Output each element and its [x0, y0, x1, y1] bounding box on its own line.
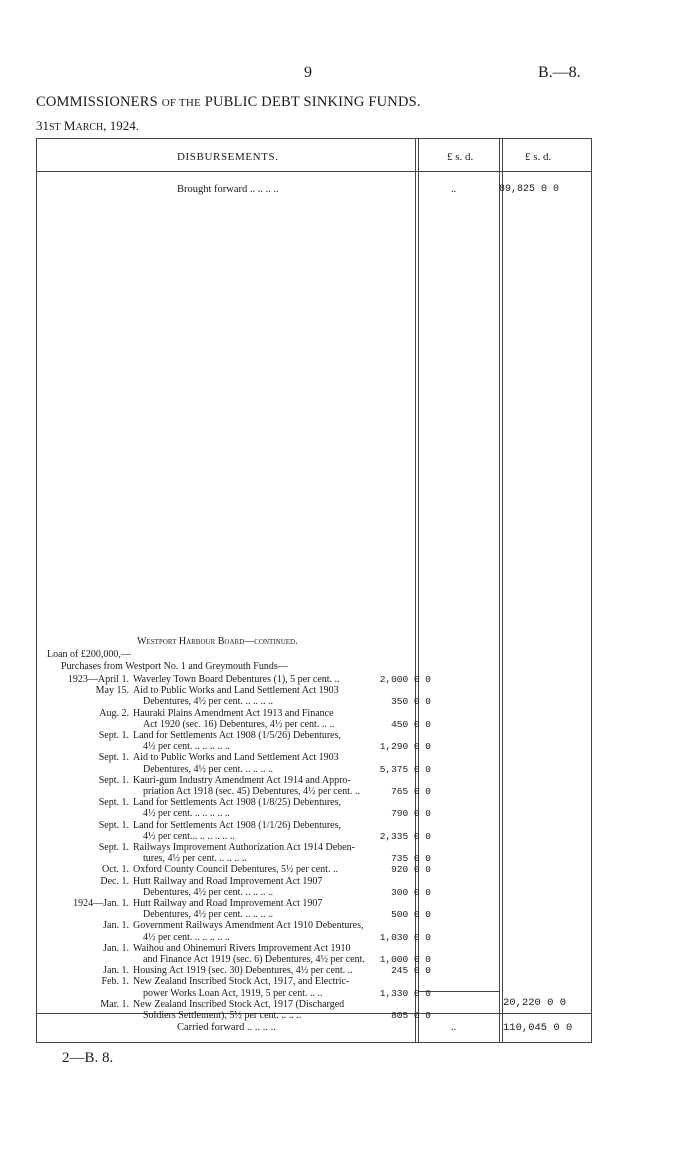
list-item [37, 842, 591, 864]
entry-line: Debentures, 4½ per cent. .. .. .. .. [143, 886, 273, 898]
entry-line: power Works Loan Act, 1919, 5 per cent. .. .. [143, 987, 323, 999]
entry-amount: 300 0 0 [391, 886, 431, 898]
list-item [37, 876, 591, 898]
carried-forward-dots: .. [451, 1022, 457, 1033]
carried-forward-label: Carried forward .. .. .. .. [177, 1022, 276, 1033]
list-item [37, 943, 591, 965]
title-part-small: OF THE [161, 97, 201, 109]
entry-date: 1924—Jan. 1. [73, 898, 129, 910]
entry-amount: 1,000 0 0 [379, 954, 431, 966]
disbursements-table [36, 138, 592, 1043]
entry-date: Sept. 1. [98, 842, 129, 854]
header-rule [37, 171, 591, 172]
entry-line: Housing Act 1919 (sec. 30) Debentures, 4½ per cent. .. [133, 965, 353, 977]
purchases-heading: Purchases from Westport No. 1 and Greymouth Funds— [61, 661, 288, 672]
entry-line: Soldiers Settlement), 5½ per cent. .. .. .. [143, 1010, 302, 1022]
page-footer: 2—B. 8. [62, 1050, 114, 1066]
brought-forward-amount: 89,825 0 0 [499, 184, 560, 195]
title-part-1: COMMISSIONERS [36, 94, 158, 110]
entry-line: New Zealand Inscribed Stock Act, 1917, and Electric- [133, 976, 350, 988]
entry-date: Aug. 2. [99, 707, 129, 719]
entry-date: Oct. 1. [102, 864, 129, 876]
entry-line: Land for Settlements Act 1908 (1/1/26) Debentures, [133, 819, 342, 831]
entry-amount: 2,000 0 0 [379, 674, 431, 685]
document-reference: B.—8. [538, 64, 581, 81]
entry-amount: 920 0 0 [391, 864, 431, 876]
brought-forward-dots: .. [451, 184, 457, 195]
entry-line: priation Act 1918 (sec. 45) Debentures, 4½ per cent. .. [143, 786, 360, 798]
entry-date: Jan. 1. [103, 920, 129, 932]
entry-amount: 500 0 0 [391, 909, 431, 921]
date-month-initial: M [63, 118, 76, 133]
entry-line: Hutt Railway and Road Improvement Act 1907 [133, 898, 323, 910]
entry-line: Act 1920 (sec. 16) Debentures, 4½ per cent. .. .. [143, 718, 335, 730]
entry-line: Land for Settlements Act 1908 (1/8/25) Debentures, [133, 797, 342, 809]
list-item [37, 820, 591, 842]
entry-line: Hutt Railway and Road Improvement Act 1907 [133, 875, 323, 887]
list-item [37, 898, 591, 920]
section-heading: Westport Harbour Board—continued. [137, 636, 298, 647]
entry-amount: 790 0 0 [391, 808, 431, 820]
entry-amount: 1,030 0 0 [379, 931, 431, 943]
page-date [36, 118, 139, 134]
list-item [37, 976, 591, 998]
list-item [37, 674, 591, 685]
entry-line: Railways Improvement Authorization Act 1914 Deben- [133, 842, 355, 854]
entry-date: 1923—April 1. [67, 674, 129, 685]
entry-line: and Finance Act 1919 (sec. 6) Debentures, 4½ per cent. [143, 954, 365, 966]
entry-amount: 765 0 0 [391, 786, 431, 798]
entry-line: 4½ per cent... .. .. .. .. .. [143, 830, 235, 842]
title-part-2: PUBLIC DEBT SINKING FUNDS. [204, 94, 421, 110]
list-item [37, 797, 591, 819]
entry-amount: 2,335 0 0 [379, 830, 431, 842]
date-suffix: ST [49, 122, 61, 133]
entry-line: Waihou and Ohinemuri Rivers Improvement Act 1910 [133, 942, 351, 954]
entry-line: Debentures, 4½ per cent. .. .. .. .. [143, 696, 273, 708]
entry-amount: 735 0 0 [391, 853, 431, 865]
list-item [37, 685, 591, 707]
subtotal-amount: 20,220 0 0 [503, 997, 567, 1009]
list-item [37, 752, 591, 774]
list-item [37, 920, 591, 942]
entry-line: Hauraki Plains Amendment Act 1913 and Finance [133, 707, 334, 719]
entry-date: Sept. 1. [98, 819, 129, 831]
date-year: , 1924. [103, 118, 140, 133]
entry-amount: 805 0 0 [391, 1010, 431, 1022]
column-heading-amount-2: £ s. d. [525, 151, 552, 163]
column-heading-amount-1: £ s. d. [447, 151, 474, 163]
entry-line: Debentures, 4½ per cent. .. .. .. .. [143, 909, 273, 921]
entry-amount: 1,330 0 0 [379, 987, 431, 999]
entry-line: Debentures, 4½ per cent. .. .. .. .. [143, 763, 273, 775]
list-item [37, 864, 591, 875]
entry-line: tures, 4½ per cent. .. .. .. .. [143, 853, 247, 865]
entry-line: 4½ per cent. .. .. .. .. .. [143, 808, 230, 820]
entry-date: Sept. 1. [98, 797, 129, 809]
entry-amount: 245 0 0 [391, 965, 431, 977]
entry-amount: 1,290 0 0 [379, 741, 431, 753]
entry-line: 4½ per cent. .. .. .. .. .. [143, 931, 230, 943]
carried-forward-amount: 110,045 0 0 [503, 1022, 573, 1034]
column-heading-disbursements: DISBURSEMENTS. [177, 151, 279, 163]
entry-line: Government Railways Amendment Act 1910 Debentures, [133, 920, 364, 932]
entry-line: Kauri-gum Industry Amendment Act 1914 and Appro- [133, 774, 351, 786]
entry-line: Aid to Public Works and Land Settlement Act 1903 [133, 685, 339, 697]
list-item [37, 775, 591, 797]
entry-date: Feb. 1. [101, 976, 129, 988]
entry-line: Land for Settlements Act 1908 (1/5/26) Debentures, [133, 730, 342, 742]
entry-line: Oxford County Council Debentures, 5½ per cent. .. [133, 864, 338, 876]
page-number: 9 [304, 64, 312, 81]
page-title [36, 94, 421, 111]
entry-date: Sept. 1. [98, 730, 129, 742]
entry-date: Sept. 1. [98, 774, 129, 786]
entry-line: Aid to Public Works and Land Settlement Act 1903 [133, 752, 339, 764]
entry-amount: 450 0 0 [391, 718, 431, 730]
list-item [37, 708, 591, 730]
entry-line: New Zealand Inscribed Stock Act, 1917 (Discharged [133, 998, 345, 1010]
date-day: 31 [36, 118, 49, 133]
entry-date: Jan. 1. [103, 942, 129, 954]
entry-date: Jan. 1. [103, 965, 129, 977]
entry-line: 4½ per cent. .. .. .. .. .. [143, 741, 230, 753]
entry-date: Mar. 1. [100, 998, 129, 1010]
entry-line: Waverley Town Board Debentures (1), 5 per cent. .. [133, 674, 340, 685]
date-month-rest: ARCH [75, 122, 104, 133]
loan-heading: Loan of £200,000,— [47, 649, 131, 660]
list-item [37, 965, 591, 976]
brought-forward-label: Brought forward .. .. .. .. [177, 184, 279, 195]
entry-date: May 15. [95, 685, 129, 697]
list-item [37, 730, 591, 752]
entry-date: Sept. 1. [98, 752, 129, 764]
entry-amount: 5,375 0 0 [379, 763, 431, 775]
entries-list [37, 674, 591, 1021]
entry-amount: 350 0 0 [391, 696, 431, 708]
entry-date: Dec. 1. [100, 875, 129, 887]
